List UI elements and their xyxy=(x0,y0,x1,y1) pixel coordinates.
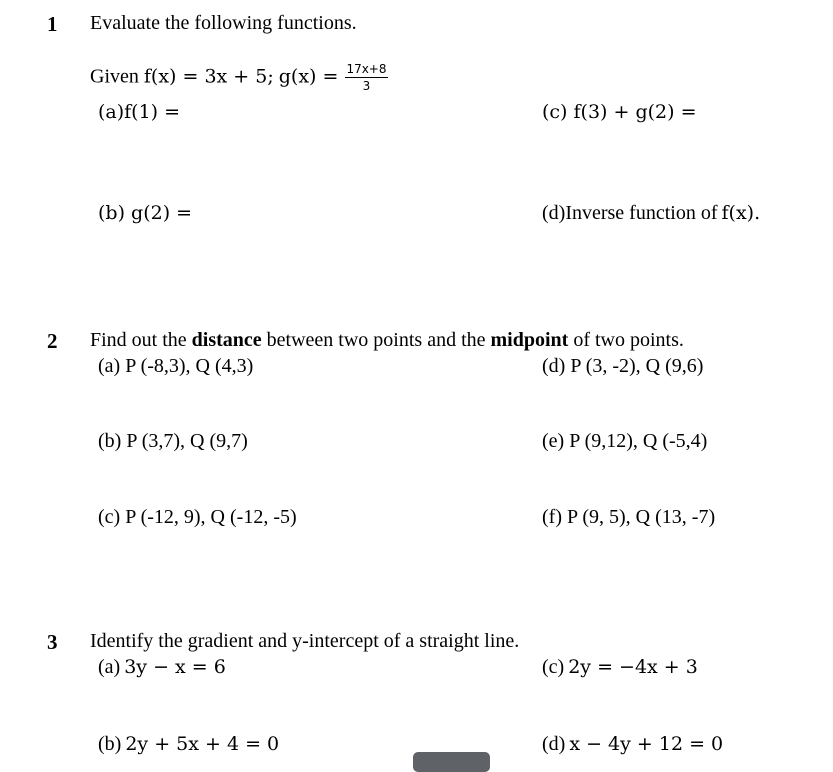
g-fraction-numerator: 17x+8 xyxy=(345,62,387,78)
question-number-3: 3 xyxy=(47,630,58,654)
q2-part-a: (a) P (-8,3), Q (4,3) xyxy=(98,355,254,377)
g-definition-lhs: g(x) = xyxy=(278,65,339,88)
q2-part-f: (f) P (9, 5), Q (13, -7) xyxy=(542,506,716,528)
q1-part-d-math: f(x). xyxy=(721,202,761,224)
g-fraction xyxy=(345,62,387,94)
q3-part-b xyxy=(98,733,279,756)
q1-part-d-label: (d)Inverse function of xyxy=(542,202,718,224)
given-functions xyxy=(90,62,388,94)
q2-part-c: (c) P (-12, 9), Q (-12, -5) xyxy=(98,506,297,528)
q2-part-e: (e) P (9,12), Q (-5,4) xyxy=(542,430,708,452)
f-definition: f(x) = 3x + 5; xyxy=(143,65,274,88)
q2-intro-2: between two points and the xyxy=(266,329,486,351)
question-number-1: 1 xyxy=(47,12,58,36)
q2-bold-midpoint: midpoint xyxy=(490,329,569,351)
question-number-2: 2 xyxy=(47,329,58,353)
q3-part-c-label: (c) xyxy=(542,656,565,678)
q2-part-b: (b) P (3,7), Q (9,7) xyxy=(98,430,248,452)
q1-part-c: (c) f(3) + g(2) = xyxy=(542,101,697,123)
q3-part-a xyxy=(98,656,226,679)
q2-part-d: (d) P (3, -2), Q (9,6) xyxy=(542,355,704,377)
q1-part-b: (b) g(2) = xyxy=(98,202,193,224)
q3-part-d-equation: x − 4y + 12 = 0 xyxy=(569,733,724,755)
q3-part-c-equation: 2y = −4x + 3 xyxy=(568,656,698,678)
q2-intro-1: Find out the xyxy=(90,329,187,351)
question-3-heading: Identify the gradient and y-intercept of a straight line. xyxy=(90,630,520,652)
q1-part-a: (a)f(1) = xyxy=(98,101,181,123)
g-fraction-denominator: 3 xyxy=(362,79,371,94)
q1-part-d xyxy=(542,202,760,225)
question-1-heading: Evaluate the following functions. xyxy=(90,12,357,34)
q3-part-c xyxy=(542,656,698,679)
q2-intro-3: of two points. xyxy=(573,329,684,351)
question-2-heading xyxy=(90,329,684,352)
q3-part-b-equation: 2y + 5x + 4 = 0 xyxy=(125,733,280,755)
scrollbar-handle[interactable] xyxy=(413,752,490,772)
given-label: Given xyxy=(90,65,139,88)
q3-part-a-label: (a) xyxy=(98,656,121,678)
q3-part-a-equation: 3y − x = 6 xyxy=(124,656,226,678)
q3-part-d xyxy=(542,733,723,756)
q3-part-b-label: (b) xyxy=(98,733,122,755)
q3-part-d-label: (d) xyxy=(542,733,566,755)
q2-bold-distance: distance xyxy=(191,329,262,351)
